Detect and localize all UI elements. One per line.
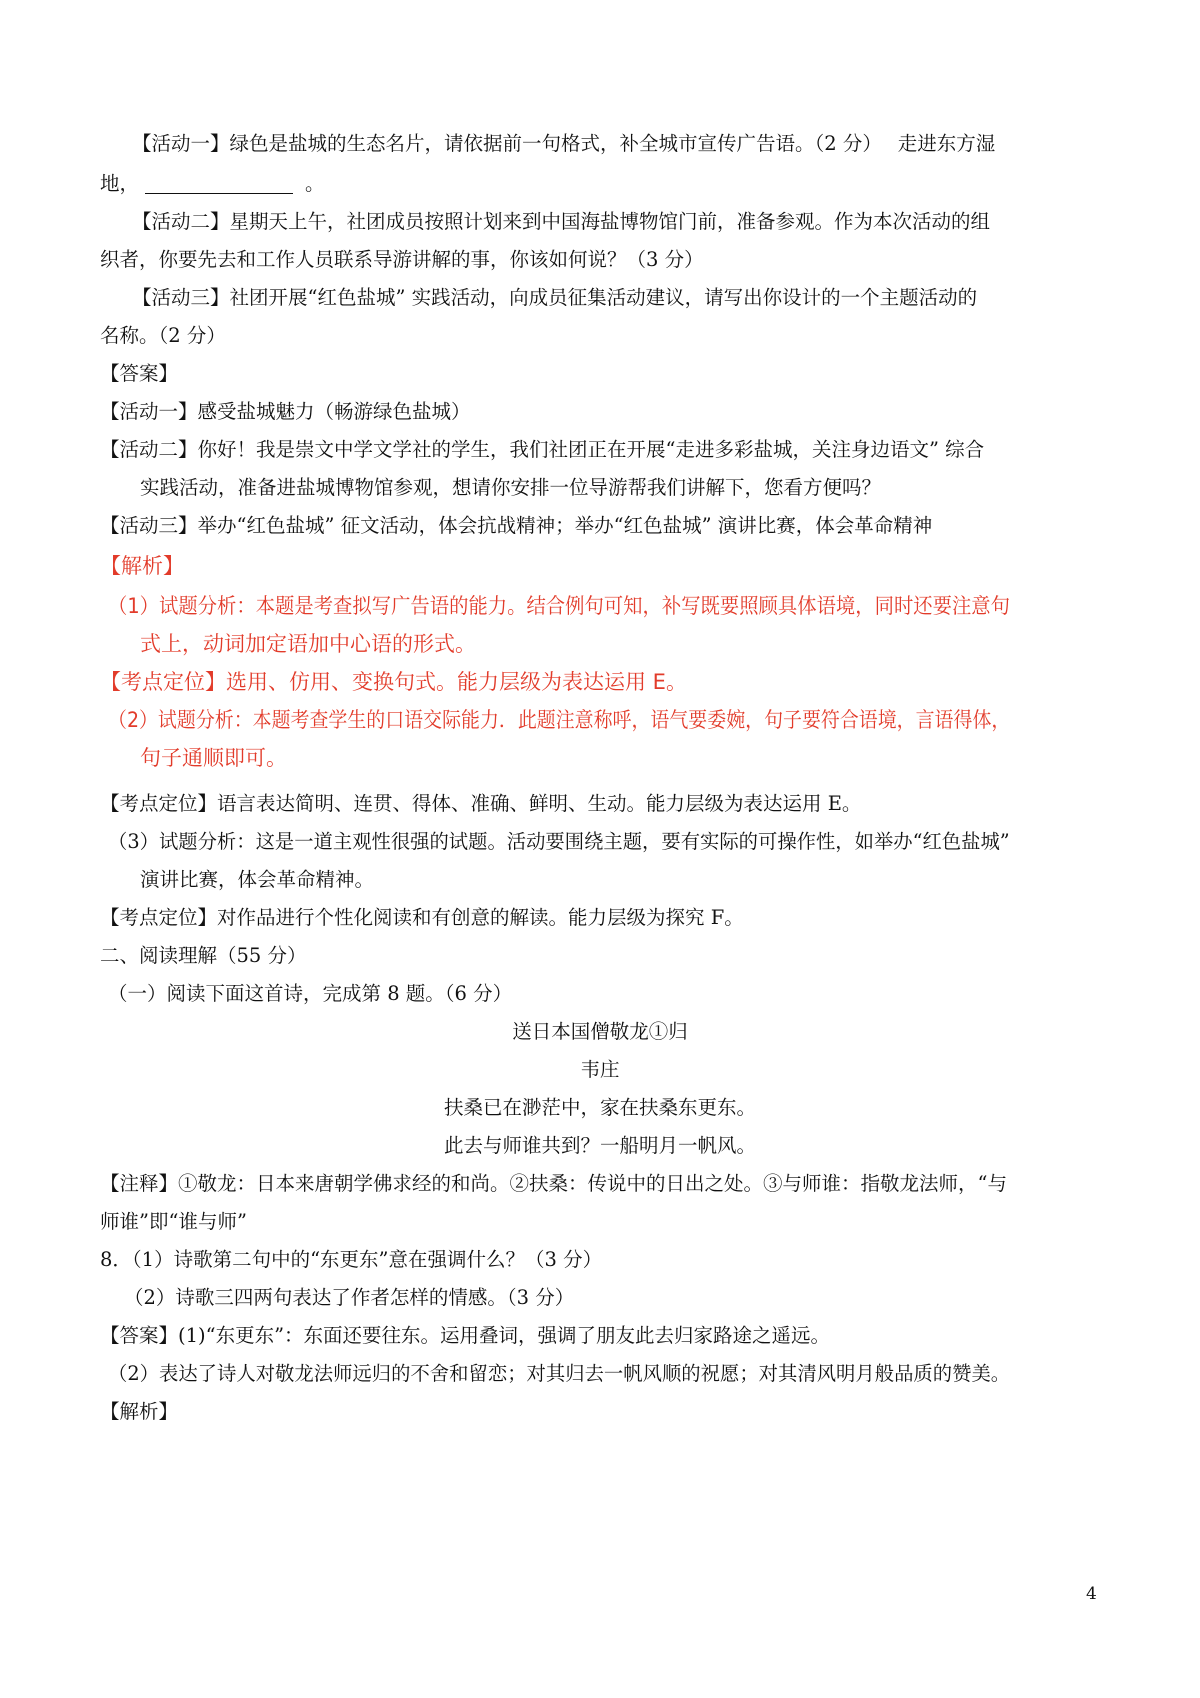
question-8-2: （2）诗歌三四两句表达了作者怎样的情感。（3 分）: [124, 1286, 575, 1309]
answer-8-2: （2）表达了诗人对敬龙法师远归的不舍和留恋；对其归去一帆风顺的祝愿；对其清风明月般品质的赞美。: [108, 1362, 1011, 1385]
subsection-heading: （一）阅读下面这首诗，完成第 8 题。（6 分）: [108, 982, 513, 1005]
analysis-1: （1）试题分析：本题是考查拟写广告语的能力。结合例句可知，补写既要照顾具体语境，同时还要注意句: [108, 594, 1010, 618]
analysis-heading: 【解析】: [100, 554, 184, 578]
poem-line-1: 扶桑已在渺茫中，家在扶桑东更东。: [443, 1096, 756, 1119]
analysis-2-key-point: 【考点定位】语言表达简明、连贯、得体、准确、鲜明、生动。能力层级为表达运用 E。: [100, 792, 862, 815]
section-heading: 二、阅读理解（55 分）: [100, 944, 307, 967]
poem-notes: 【注释】①敬龙：日本来唐朝学佛求经的和尚。②扶桑：传说中的日出之处。③与师谁：指敬龙法师，“与: [100, 1172, 1007, 1195]
page-number: 4: [1086, 1584, 1097, 1604]
answer-activity-2: 【活动二】你好！我是崇文中学文学社的学生，我们社团正在开展“走进多彩盐城，关注身边语文” 综合: [100, 438, 985, 461]
analysis-1-key-point: 【考点定位】选用、仿用、变换句式。能力层级为表达运用 E。: [100, 670, 687, 694]
answer-activity-2-cont: 实践活动，准备进盐城博物馆参观，想请你安排一位导游帮我们讲解下，您看方便吗？: [140, 476, 882, 499]
question-8-1: 8．（1）诗歌第二句中的“东更东”意在强调什么？（3 分）: [100, 1248, 603, 1271]
analysis-3-cont: 演讲比赛，体会革命精神。: [140, 868, 375, 891]
analysis-2: （2）试题分析：本题考查学生的口语交际能力．此题注意称呼，语气要委婉，句子要符合语境，言语得体，: [108, 708, 1011, 732]
analysis-2-cont: 句子通顺即可。: [140, 746, 287, 770]
analysis-8-heading: 【解析】: [100, 1400, 179, 1423]
answer-heading: 【答案】: [100, 362, 179, 385]
answer-blank: [145, 173, 293, 194]
answer-activity-3: 【活动三】举办“红色盐城” 征文活动，体会抗战精神；举办“红色盐城” 演讲比赛，体会革命精神: [100, 514, 933, 537]
poem-author: 韦庄: [580, 1058, 620, 1081]
activity-2-question-cont: 织者，你要先去和工作人员联系导游讲解的事，你该如何说？（3 分）: [100, 248, 704, 271]
activity-1-question: 【活动一】绿色是盐城的生态名片，请依据前一句格式，补全城市宣传广告语。（2 分） 走进东方湿: [132, 132, 996, 155]
activity-1-question-cont: 地， 。: [100, 172, 325, 195]
poem-title: 送日本国僧敬龙①归: [512, 1020, 688, 1043]
poem-line-2: 此去与师谁共到？一船明月一帆风。: [443, 1134, 756, 1157]
activity-2-question: 【活动二】星期天上午，社团成员按照计划来到中国海盐博物馆门前，准备参观。作为本次活动的组: [132, 210, 991, 233]
analysis-3: （3）试题分析：这是一道主观性很强的试题。活动要围绕主题，要有实际的可操作性，如举办“红色盐城”: [108, 830, 1010, 853]
poem-notes-cont: 师谁”即“谁与师”: [100, 1210, 247, 1233]
analysis-1-cont: 式上，动词加定语加中心语的形式。: [140, 632, 476, 656]
answer-8-1: 【答案】(1)“东更东”：东面还要往东。运用叠词，强调了朋友此去归家路途之遥远。: [100, 1324, 831, 1347]
answer-activity-1: 【活动一】感受盐城魅力（畅游绿色盐城）: [100, 400, 471, 423]
analysis-3-key-point: 【考点定位】对作品进行个性化阅读和有创意的解读。能力层级为探究 F。: [100, 906, 744, 929]
activity-3-question-cont: 名称。（2 分）: [100, 324, 226, 347]
activity-3-question: 【活动三】社团开展“红色盐城” 实践活动，向成员征集活动建议，请写出你设计的一个主题活动的: [132, 286, 978, 309]
